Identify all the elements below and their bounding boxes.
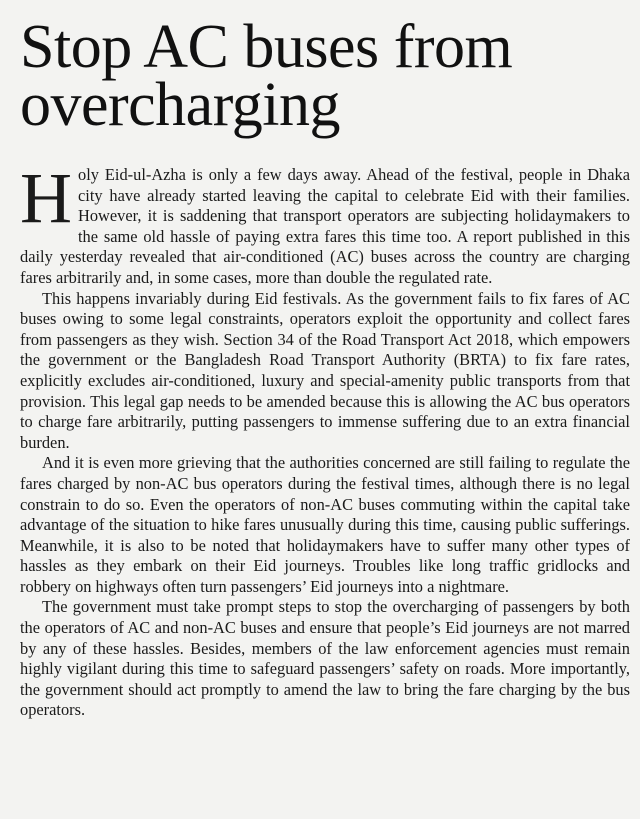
paragraph-1: [20, 158, 630, 289]
paragraph-2: This happens invariably during Eid festivals. As the government fails to fix fares of AC buses owing to some legal constraints, operators exploit the opportunity and collect fares from passengers as they wish. Section 34 of the Road Transport Act 2018, which empowers the government or the Bangladesh Road Transport Authority (BRTA) to fix fare rates, explicitly excludes air-conditioned, luxury and special-amenity public transports from that provision. This legal gap needs to be amended because this is allowing the AC bus operators to charge fare arbitrarily, putting passengers to immense suffering due to an extra financial burden.: [20, 288, 630, 452]
paragraph-3: And it is even more grieving that the authorities concerned are still failing to regulate the fares charged by non-AC bus operators during the festival times, although there is no legal constrain to do so. Even the operators of non-AC buses commuting within the capital take advantage of the situation to hike fares unusually during this time, causing public sufferings. Meanwhile, it is also to be noted that holidaymakers have to suffer many other types of hassles as they embark on their Eid journeys. Troubles like long traffic gridlocks and robbery on highways often turn passengers’ Eid journeys into a nightmare.: [20, 453, 630, 596]
article-body: [20, 158, 630, 721]
paragraph-4: The government must take prompt steps to stop the overcharging of passengers by both the operators of AC and non-AC buses and ensure that people’s Eid journeys are not marred by any of these hassles. Besides, members of the law enforcement agencies must remain highly vigilant during this time to safeguard passengers’ safety on roads. More importantly, the government should act promptly to amend the law to bring the fare charging by the bus operators.: [20, 597, 630, 720]
drop-cap: H: [20, 158, 72, 238]
paragraph-1-text: oly Eid-ul-Azha is only a few days away. Ahead of the festival, people in Dhaka city have already started leaving the capital to celebrate Eid with their families. However, it is saddening that transport operators are subjecting holidaymakers to the same old hassle of paying extra fares this time too. A report published in this daily yesterday revealed that air-conditioned (AC) buses across the country are charging fares arbitrarily and, in some cases, more than double the regulated rate.: [20, 165, 630, 287]
headline: Stop AC buses from overcharging: [20, 13, 513, 139]
